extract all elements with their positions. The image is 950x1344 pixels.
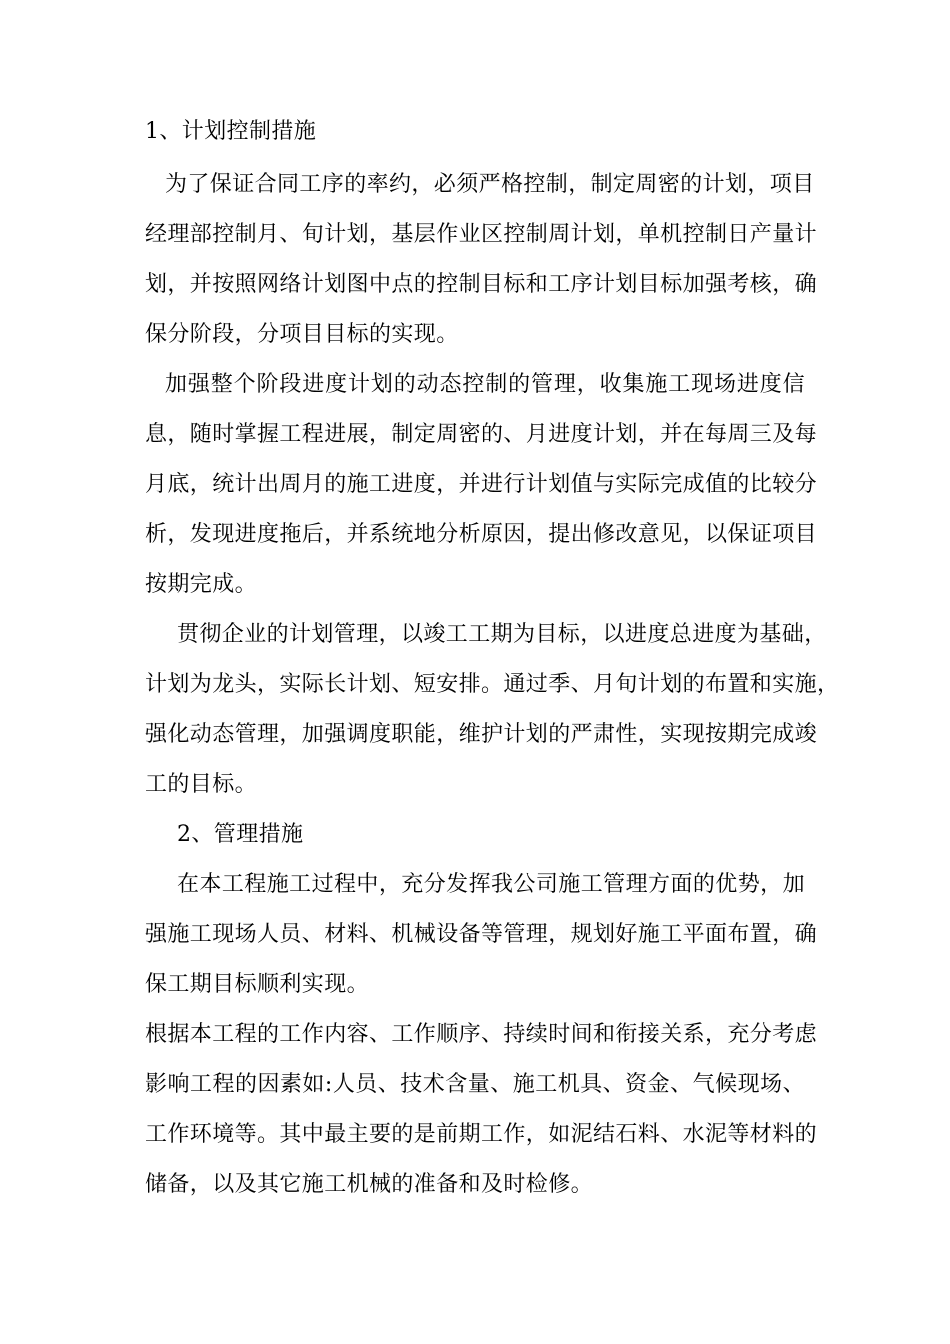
paragraph-line: 强施工现场人员、材料、机械设备等管理，规划好施工平面布置，确 (145, 922, 818, 947)
paragraph-line: 为了保证合同工序的率约，必须严格控制，制定周密的计划，项目 (165, 172, 815, 197)
paragraph-line: 工的目标。 (145, 772, 258, 797)
paragraph-line: 贯彻企业的计划管理，以竣工工期为目标，以进度总进度为基础， (177, 622, 827, 647)
paragraph-line: 影响工程的因素如:人员、技术含量、施工机具、资金、气候现场、 (145, 1072, 805, 1097)
paragraph-line: 计划为龙头，实际长计划、短安排。通过季、月旬计划的布置和实施， (145, 672, 840, 697)
paragraph-line: 强化动态管理，加强调度职能，维护计划的严肃性，实现按期完成竣 (145, 722, 818, 747)
paragraph-line: 经理部控制月、旬计划，基层作业区控制周计划，单机控制日产量计 (145, 222, 818, 247)
paragraph-line: 息，随时掌握工程进展，制定周密的、月进度计划，并在每周三及每 (145, 422, 818, 447)
section-heading-2: 2、管理措施 (177, 822, 304, 847)
paragraph-line: 加强整个阶段进度计划的动态控制的管理，收集施工现场进度信 (165, 372, 805, 397)
paragraph-line: 按期完成。 (145, 572, 258, 597)
paragraph-line: 根据本工程的工作内容、工作顺序、持续时间和衔接关系，充分考虑 (145, 1022, 818, 1047)
paragraph-line: 析，发现进度拖后，并系统地分析原因，提出修改意见，以保证项目 (145, 522, 818, 547)
paragraph-line: 划，并按照网络计划图中点的控制目标和工序计划目标加强考核，确 (145, 272, 818, 297)
paragraph-line: 月底，统计出周月的施工进度，并进行计划值与实际完成值的比较分 (145, 472, 818, 497)
paragraph-line: 储备，以及其它施工机械的准备和及时检修。 (145, 1172, 594, 1197)
paragraph-line: 保工期目标顺利实现。 (145, 972, 370, 997)
paragraph-line: 保分阶段，分项目目标的实现。 (145, 322, 459, 347)
section-heading-1: 1、计划控制措施 (145, 119, 317, 144)
paragraph-line: 工作环境等。其中最主要的是前期工作，如泥结石料、水泥等材料的 (145, 1122, 818, 1147)
paragraph-line: 在本工程施工过程中，充分发挥我公司施工管理方面的优势，加 (177, 872, 805, 897)
